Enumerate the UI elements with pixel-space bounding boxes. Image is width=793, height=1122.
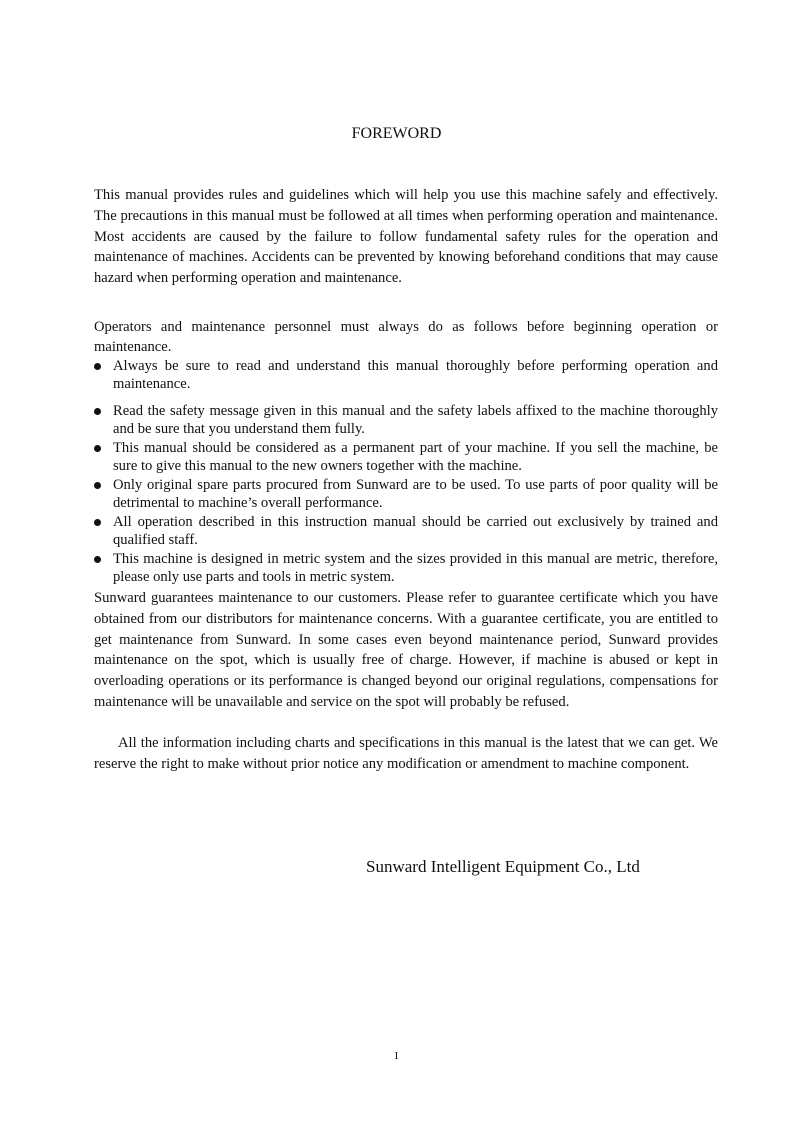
bullet-text: This manual should be considered as a permanent part of your machine. If you sell the machine, be sure to give this manual to the new owners together with the machine. xyxy=(113,440,718,475)
bullet-icon xyxy=(94,408,101,415)
bullet-item xyxy=(94,476,718,513)
bullet-text: Always be sure to read and understand this manual thoroughly before performing operation and maintenance. xyxy=(113,358,718,393)
bullet-icon xyxy=(94,482,101,489)
page-number: I xyxy=(394,1050,399,1062)
bullet-icon xyxy=(94,519,101,526)
intro-paragraph: This manual provides rules and guidelines which will help you use this machine safely and effectively. The precautions in this manual must be followed at all times when performing operation and maintenance. Most accidents are caused by the failure to follow fundamental safety rules for the operation and maintenance of machines. Accidents can be prevented by knowing beforehand conditions that may cause hazard when performing operation and maintenance. xyxy=(94,187,718,287)
bullet-icon xyxy=(94,556,101,563)
bullet-text: All operation described in this instruction manual should be carried out exclusively by trained and qualified staff. xyxy=(113,514,718,549)
bullet-text: This machine is designed in metric system and the sizes provided in this manual are metric, therefore, please only use parts and tools in metric system. xyxy=(113,551,718,586)
information-paragraph: All the information including charts and specifications in this manual is the latest that we can get. We reserve the right to make without prior notice any modification or amendment to machine component. xyxy=(94,735,718,772)
operators-paragraph: Operators and maintenance personnel must always do as follows before beginning operation or maintenance. xyxy=(94,319,718,355)
bullet-item xyxy=(94,513,718,550)
guarantee-paragraph: Sunward guarantees maintenance to our customers. Please refer to guarantee certificate which you have obtained from our distributors for maintenance concerns. With a guarantee certificate, you are entitled to get maintenance from Sunward. In some cases even beyond maintenance period, Sunward provides maintenance on the spot, which is usually free of charge. However, if machine is abused or kept in overloading operations or its performance is changed beyond our original regulations, compensations for maintenance will be unavailable and service on the spot will probably be refused. xyxy=(94,590,718,710)
bullet-item xyxy=(94,439,718,476)
bullet-text: Read the safety message given in this manual and the safety labels affixed to the machine thoroughly and be sure that you understand them fully. xyxy=(113,403,718,438)
bullet-icon xyxy=(94,445,101,452)
bullet-text: Only original spare parts procured from Sunward are to be used. To use parts of poor quality will be detrimental to machine’s overall performance. xyxy=(113,477,718,512)
company-signature: Sunward Intelligent Equipment Co., Ltd xyxy=(366,857,640,876)
bullet-item xyxy=(94,402,718,439)
bullet-item xyxy=(94,550,718,587)
bullet-item xyxy=(94,357,718,394)
page-title: FOREWORD xyxy=(351,125,442,142)
bullet-icon xyxy=(94,363,101,370)
